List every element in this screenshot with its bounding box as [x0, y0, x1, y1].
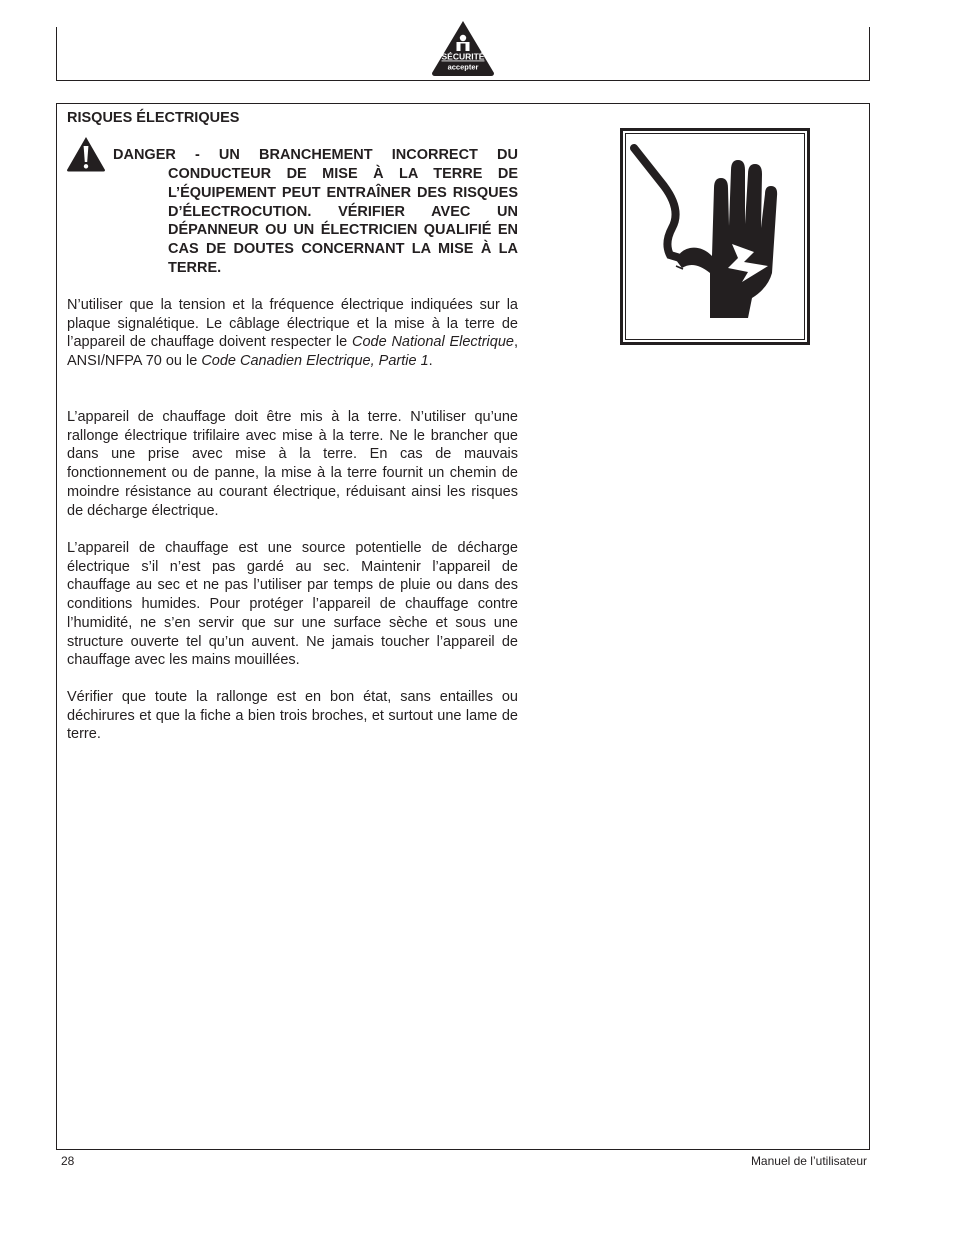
code-canadien-reference: Code Canadien Electrique, Partie 1 — [201, 353, 429, 370]
safety-badge-icon — [430, 19, 496, 77]
page-number: 28 — [61, 1154, 75, 1168]
paragraph-voltage-end: . — [428, 353, 433, 370]
safety-badge-subtitle: accepter — [447, 62, 479, 72]
warning-triangle-icon — [66, 136, 106, 172]
code-national-reference: Code National Electrique — [351, 334, 514, 351]
danger-warning-text: CONDUCTEUR DE MISE À LA TERRE DE L’ÉQUIPEMENT PEUT ENTRAÎNER DES RISQUES D’ÉLECTROCUTION. VÉRIFIER AVEC UN DÉPANNEUR OU UN ÉLECTRICIEN QUALIFIÉ EN CAS DE DOUTES CONCERNANT LA MISE À LA TERRE. — [168, 166, 518, 276]
section-title: RISQUES ÉLECTRIQUES — [67, 110, 240, 126]
paragraph-voltage-middle: , ANSI/NFPA 70 ou le — [67, 334, 518, 370]
paragraph-extension-cord: Vérifier que toute la rallonge est en bon état, sans entailles ou déchirures et que la fiche a bien trois broches, et surtout une lame de terre. — [67, 689, 518, 743]
danger-heading: DANGER - UN BRANCHEMENT INCORRECT DU — [113, 147, 518, 163]
paragraph-voltage-text: N’utiliser que la tension et la fréquence électrique indiquées sur la plaque signalétique. Le câblage électrique et la mise à la terre de l’appareil de chauffage doivent respecter le — [67, 297, 518, 351]
paragraph-voltage — [67, 296, 518, 371]
manual-title: Manuel de l’utilisateur — [750, 1154, 867, 1168]
electric-shock-hand-icon — [620, 128, 810, 345]
paragraph-grounding: L’appareil de chauffage doit être mis à la terre. N’utiliser qu’une rallonge électrique trifilaire avec mise à la terre. Ne le brancher que dans une prise avec mise à la terre. En cas de mauvais fonctionnement ou de panne, la mise à la terre fournit un chemin de moindre résistance au courant électrique, réduisant ainsi les risques de décharge électrique. — [67, 409, 518, 519]
paragraph-moisture: L’appareil de chauffage est une source potentielle de décharge électrique s’il n’est pas gardé au sec. Maintenir l’appareil de chauffage au sec et ne pas l’utiliser par temps de pluie ou dans des conditions humides. Pour protéger l’appareil de chauffage contre l’humidité, ne s’en servir que sur une surface sèche et sous une structure ouverte tel qu’un auvent. Ne jamais toucher l’appareil de chauffage avec les mains mouillées. — [67, 540, 518, 669]
safety-badge-title: SÉCURITÉ — [441, 51, 485, 62]
